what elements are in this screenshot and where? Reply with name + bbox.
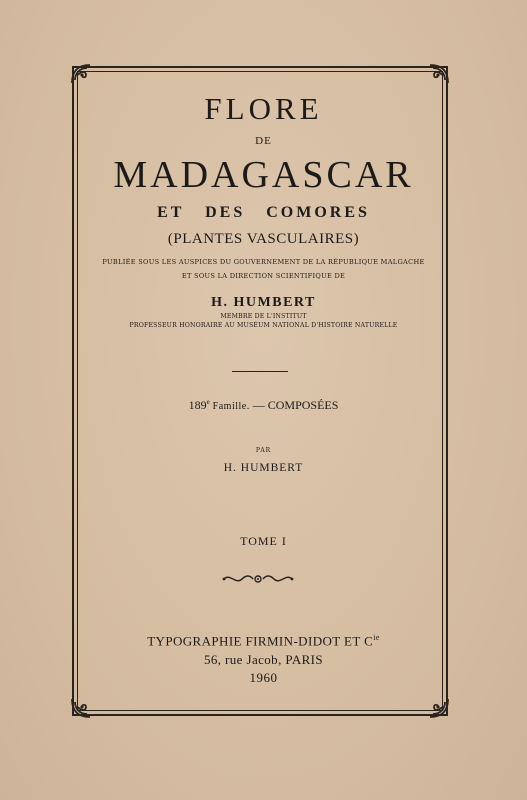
title-flore: FLORE xyxy=(204,91,323,126)
family-name: — COMPOSÉES xyxy=(252,398,339,412)
corner-flourish-icon xyxy=(70,697,96,719)
publication-year: 1960 xyxy=(249,670,278,685)
corner-flourish-icon xyxy=(70,63,96,85)
publisher-sup: ie xyxy=(373,633,380,642)
title-de: DE xyxy=(255,135,272,147)
publisher xyxy=(0,633,527,649)
family-word: Famille. xyxy=(212,401,250,412)
by-label: PAR xyxy=(255,447,272,454)
ornament-flourish-icon xyxy=(220,572,296,586)
director-title-1: MEMBRE DE L'INSTITUT xyxy=(220,313,307,320)
separator-rule xyxy=(232,371,288,372)
family-suffix: e xyxy=(206,398,210,406)
family-number: 189 xyxy=(188,398,207,412)
title-comores: ET DES COMORES xyxy=(157,204,370,221)
auspices-line-1: PUBLIÉE SOUS LES AUSPICES DU GOUVERNEMENT DE LA RÉPUBLIQUE MALGACHE xyxy=(102,258,425,266)
publisher-name: TYPOGRAPHIE FIRMIN-DIDOT ET C xyxy=(147,633,374,649)
director-name: H. HUMBERT xyxy=(211,295,316,310)
subtitle: (PLANTES VASCULAIRES) xyxy=(167,231,360,247)
publisher-address: 56, rue Jacob, PARIS xyxy=(203,652,324,667)
family-heading xyxy=(0,398,527,413)
volume-label: TOME I xyxy=(240,534,287,548)
title-madagascar: MADAGASCAR xyxy=(113,154,414,196)
corner-flourish-icon xyxy=(424,63,450,85)
auspices-line-2: ET SOUS LA DIRECTION SCIENTIFIQUE DE xyxy=(181,272,346,280)
corner-flourish-icon xyxy=(424,697,450,719)
director-title-2: PROFESSEUR HONORAIRE AU MUSÉUM NATIONAL D'HISTOIRE NATURELLE xyxy=(129,322,398,329)
author-name: H. HUMBERT xyxy=(223,462,304,474)
